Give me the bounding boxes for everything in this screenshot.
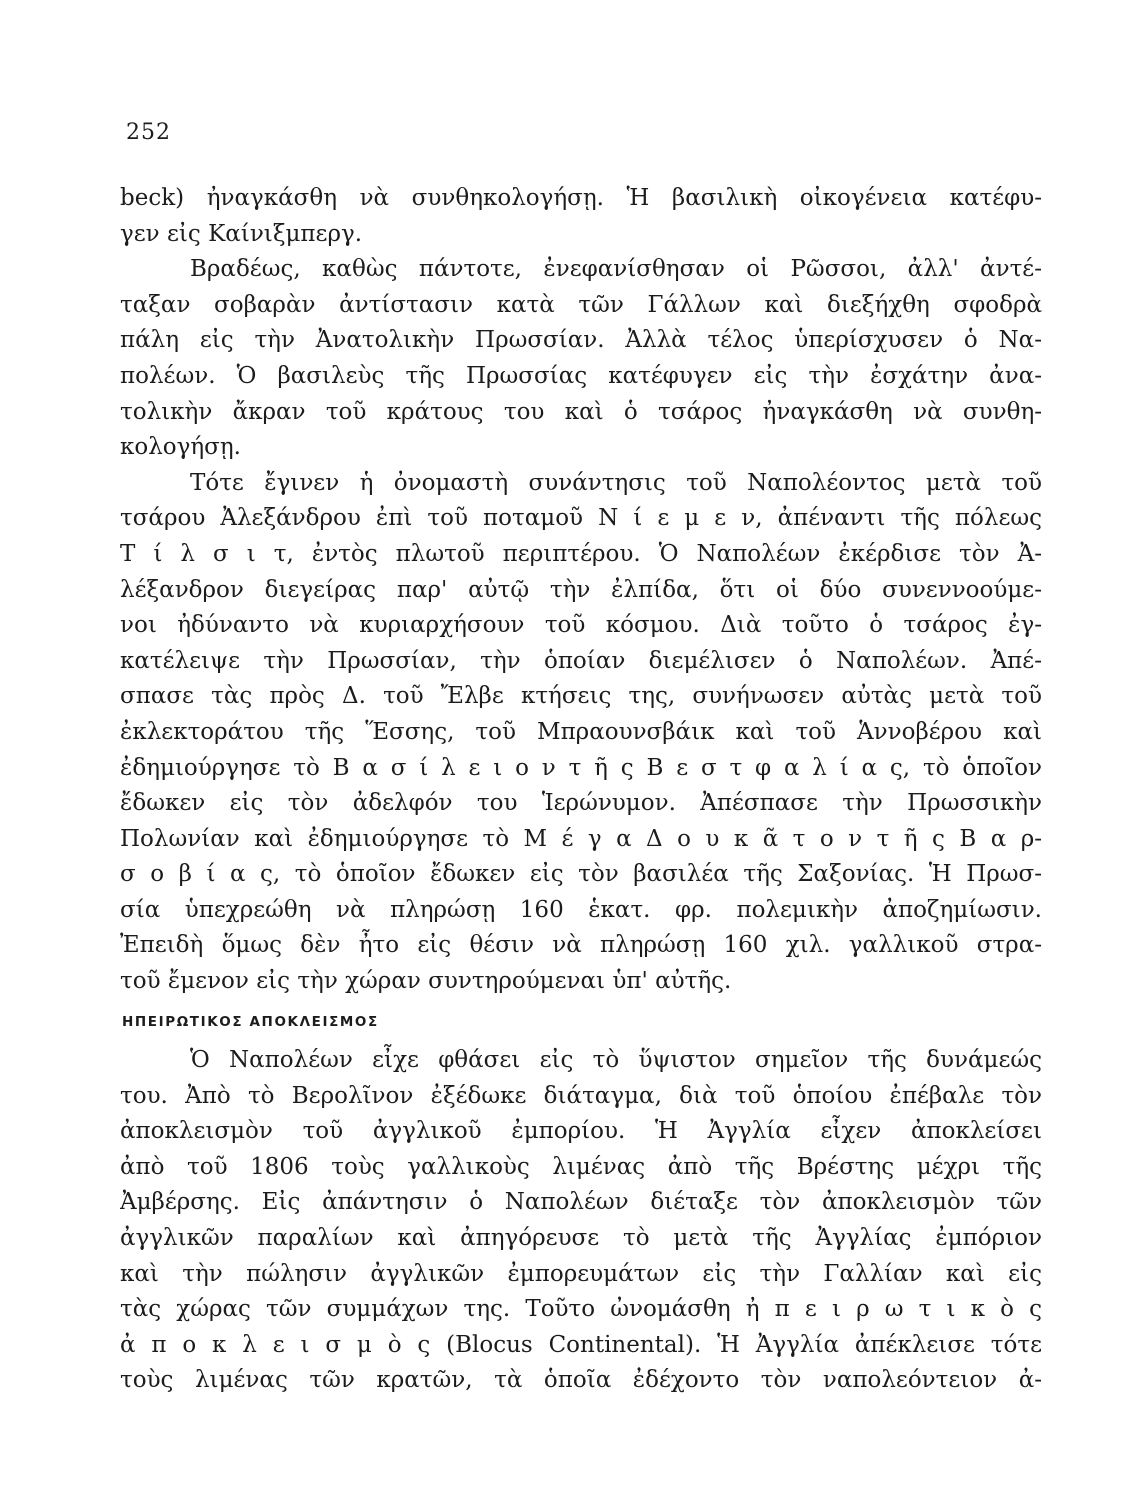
text-line: καὶ τὴν πώλησιν ἀγγλικῶν ἐμπορευμάτων εἰς τὴν Γαλλίαν καὶ εἰς bbox=[120, 1260, 1042, 1287]
text-line: ἀποκλεισμὸν τοῦ ἀγγλικοῦ ἐμπορίου. Ἡ Ἀγγλία εἶχεν ἀποκλείσει bbox=[120, 1118, 1042, 1145]
text-line: Βραδέως, καθὼς πάντοτε, ἐνεφανίσθησαν οἱ Ρῶσσοι, ἀλλ' ἀντέ- bbox=[190, 256, 1042, 283]
text-line: νοι ἠδύναντο νὰ κυριαρχήσουν τοῦ κόσμου. Διὰ τοῦτο ὁ τσάρος ἐγ- bbox=[120, 612, 1042, 639]
text-line: πάλη εἰς τὴν Ἀνατολικὴν Πρωσσίαν. Ἀλλὰ τέλος ὑπερίσχυσεν ὁ Να- bbox=[120, 327, 1042, 354]
text-line: Ἀμβέρσης. Εἰς ἀπάντησιν ὁ Ναπολέων διέταξε τὸν ἀποκλεισμὸν τῶν bbox=[120, 1189, 1042, 1216]
body-text-top bbox=[120, 181, 1042, 1000]
text-line: ἐκλεκτοράτου τῆς Ἕσσης, τοῦ Μπραουνσβάικ καὶ τοῦ Ἁννοβέρου καὶ bbox=[120, 718, 1042, 745]
text-line: ἀγγλικῶν παραλίων καὶ ἀπηγόρευσε τὸ μετὰ τῆς Ἀγγλίας ἐμπόριον bbox=[120, 1224, 1042, 1251]
text-line: ταξαν σοβαρὰν ἀντίστασιν κατὰ τῶν Γάλλων καὶ διεξήχθη σφοδρὰ bbox=[120, 291, 1042, 318]
text-line: Τ ί λ σ ι τ, ἐντὸς πλωτοῦ περιπτέρου. Ὁ Ναπολέων ἐκέρδισε τὸν Ἀ- bbox=[120, 540, 1042, 567]
section-heading: ΗΠΕΙΡΩΤΙΚΟΣ ΑΠΟΚΛΕΙΣΜΟΣ bbox=[122, 1014, 379, 1030]
text-line: τσάρου Ἀλεξάνδρου ἐπὶ τοῦ ποταμοῦ Ν ί ε μ ε ν, ἀπέναντι τῆς πόλεως bbox=[120, 505, 1042, 532]
text-line: κολογήσῃ. bbox=[120, 434, 241, 461]
text-line: σ ο β ί α ς, τὸ ὁποῖον ἔδωκεν εἰς τὸν βασιλέα τῆς Σαξονίας. Ἡ Πρωσ- bbox=[120, 861, 1042, 888]
text-line: τὰς χώρας τῶν συμμάχων της. Τοῦτο ὠνομάσθη ἠ π ε ι ρ ω τ ι κ ὸ ς bbox=[120, 1296, 1042, 1323]
text-line: σία ὑπεχρεώθη νὰ πληρώσῃ 160 ἑκατ. φρ. πολεμικὴν ἀποζημίωσιν. bbox=[120, 896, 1042, 923]
text-line: τοὺς λιμένας τῶν κρατῶν, τὰ ὁποῖα ἐδέχοντο τὸν ναπολεόντειον ἀ- bbox=[120, 1367, 1042, 1394]
body-text-bottom bbox=[120, 1043, 1042, 1399]
page-number: 252 bbox=[126, 120, 171, 145]
text-line: σπασε τὰς πρὸς Δ. τοῦ Ἔλβε κτήσεις της, συνήνωσεν αὐτὰς μετὰ τοῦ bbox=[120, 683, 1042, 710]
text-line: Πολωνίαν καὶ ἐδημιούργησε τὸ Μ έ γ α Δ ο υ κ ᾶ τ ο ν τ ῆ ς Β α ρ- bbox=[120, 825, 1042, 852]
text-line: Τότε ἔγινεν ἡ ὀνομαστὴ συνάντησις τοῦ Ναπολέοντος μετὰ τοῦ bbox=[190, 469, 1042, 496]
text-line: τοῦ ἔμενον εἰς τὴν χώραν συντηρούμεναι ὑπ' αὐτῆς. bbox=[120, 968, 732, 995]
text-line: ἔδωκεν εἰς τὸν ἀδελφόν του Ἱερώνυμον. Ἀπέσπασε τὴν Πρωσσικὴν bbox=[120, 790, 1042, 817]
text-line: τολικὴν ἄκραν τοῦ κράτους του καὶ ὁ τσάρος ἠναγκάσθη νὰ συνθη- bbox=[120, 398, 1042, 425]
text-line: ἀπὸ τοῦ 1806 τοὺς γαλλικοὺς λιμένας ἀπὸ τῆς Βρέστης μέχρι τῆς bbox=[120, 1153, 1042, 1180]
text-line: λέξανδρον διεγείρας παρ' αὐτῷ τὴν ἐλπίδα, ὅτι οἱ δύο συνεννοούμε- bbox=[120, 576, 1042, 603]
text-line: beck) ἠναγκάσθη νὰ συνθηκολογήσῃ. Ἡ βασιλικὴ οἰκογένεια κατέφυ- bbox=[120, 185, 1042, 211]
text-line: Ὁ Ναπολέων εἶχε φθάσει εἰς τὸ ὕψιστον σημεῖον τῆς δυνάμεώς bbox=[190, 1047, 1042, 1073]
text-line: πολέων. Ὁ βασιλεὺς τῆς Πρωσσίας κατέφυγεν εἰς τὴν ἐσχάτην ἀνα- bbox=[120, 362, 1042, 389]
text-line: ἐδημιούργησε τὸ Β α σ ί λ ε ι ο ν τ ῆ ς Β ε σ τ φ α λ ί α ς, τὸ ὁποῖον bbox=[120, 754, 1042, 781]
text-line: γεν εἰς Καίνιξμπεργ. bbox=[120, 220, 363, 247]
text-line: Ἐπειδὴ ὅμως δὲν ἦτο εἰς θέσιν νὰ πληρώσῃ 160 χιλ. γαλλικοῦ στρα- bbox=[120, 932, 1042, 959]
text-line: ἀ π ο κ λ ε ι σ μ ὸ ς (Blocus Continental). Ἡ Ἀγγλία ἀπέκλεισε τότε bbox=[120, 1331, 1042, 1358]
text-line: του. Ἀπὸ τὸ Βερολῖνον ἐξέδωκε διάταγμα, διὰ τοῦ ὁποίου ἐπέβαλε τὸν bbox=[120, 1082, 1042, 1109]
text-line: κατέλειψε τὴν Πρωσσίαν, τὴν ὁποίαν διεμέλισεν ὁ Ναπολέων. Ἀπέ- bbox=[120, 647, 1042, 674]
